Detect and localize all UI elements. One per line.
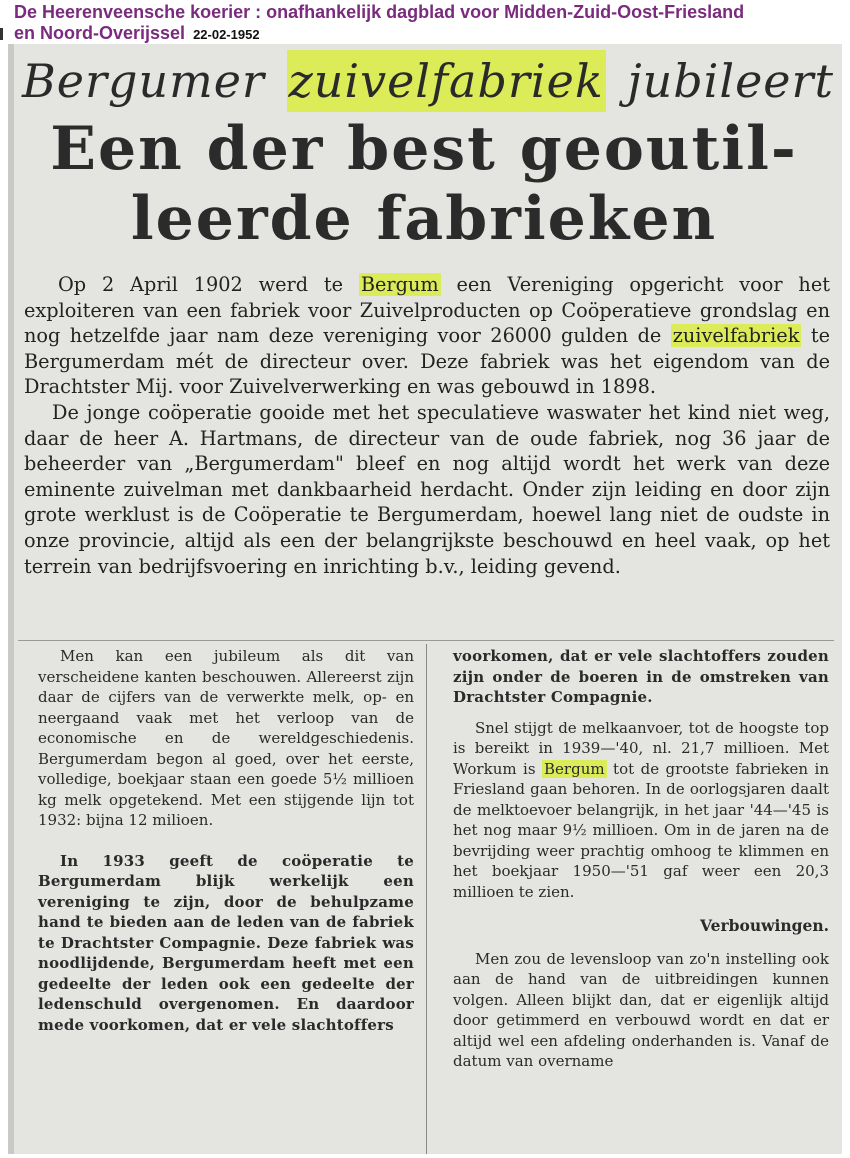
- highlight-zuivelfabriek: zuivelfabriek: [672, 324, 800, 348]
- lead-paragraph-1: [24, 272, 830, 400]
- lead-paragraph-2: De jonge coöperatie gooide met het speculatieve waswater het kind niet weg, daar de heer A. Hartmans, de directeur van de oude fabriek, nog 36 jaar de beheerder van „Bergumerdam" bleef en nog altijd wordt het werk van deze eminente zuivelman met dankbaarheid herdacht. Onder zijn leiding en door zijn grote werklust is de Coöperatie te Bergumerdam, hoewel lang niet de oudste in onze provincie, altijd als een der belangrijkste beschouwd en heel vaak, op het terrein van bedrijfsvoering en inrichting b.v., leiding gevend.: [24, 400, 830, 578]
- subheading-verbouwingen: Verbouwingen.: [700, 916, 829, 935]
- lead-p1-text-a: Op 2 April 1902 werd te: [58, 273, 359, 296]
- headline-line-2: leerde fabrieken: [130, 184, 718, 254]
- left-paragraph-2: In 1933 geeft de coöperatie te Bergumerdam blijk werkelijk een vereniging te zijn, door de behulpzame hand te bieden aan de leden van de fabriek te Drachtster Compagnie. Deze fabriek was noodlijdende, Bergumerdam heeft met een gedeelte der leden ook een gedeelte der ledenschuld overgenomen. En daardoor mede voorkomen, dat er vele slachtoffers: [38, 851, 414, 1034]
- lead-text: [24, 272, 830, 579]
- source-header: [0, 0, 850, 44]
- newspaper-clipping: [8, 44, 842, 1154]
- newspaper-title: De Heerenveensche koerier : onafhankelijk dagblad voor Midden-Zuid-Oost-Friesland: [14, 2, 745, 22]
- left-paragraph-1: Men kan een jubileum als dit van verscheidene kanten beschouwen. Allereerst zijn daar de cijfers van de verwerkte melk, op- en neergaand vaak met het verloop van de economische en de wereldgeschiedenis. Bergumerdam begon al goed, over het eerste, volledige, boekjaar staan een goede 5½ millioen kg melk opgetekend. Met een stijgende lijn tot 1932: bijna 12 milioen.: [38, 647, 414, 829]
- newspaper-title-line2: en Noord-Overijssel: [14, 23, 186, 43]
- edge-mark: [0, 28, 3, 40]
- newspaper-title-continued: [14, 23, 260, 45]
- right-column: [453, 646, 829, 1072]
- right-p2-text-a: Snel stijgt de melkaanvoer, tot de hoogste top is bereikt in 1939—'40, nl. 21,7 millioen. Met Workum is: [453, 718, 829, 778]
- kicker-word-3: jubileert: [627, 54, 834, 108]
- highlight-bergum-2: Bergum: [544, 759, 605, 778]
- column-divider-horizontal: [18, 640, 834, 641]
- right-paragraph-2: [453, 718, 829, 903]
- kicker-highlight: zuivelfabriek: [287, 50, 606, 112]
- left-column: [38, 646, 414, 1035]
- article-kicker: [22, 50, 834, 112]
- lead-p1-text-b: een Vereniging opgericht voor het exploiteren van een fabriek voor Zuivelproducten op Coöperatieve grondslag en nog hetzelfde jaar nam deze vereniging voor 26000 gulden de: [24, 273, 830, 348]
- right-p2-text-b: tot de grootste fabrieken in Friesland gaan behoren. In de oorlogsjaren daalt de melktoevoer belangrijk, in het jaar '44—'45 is het nog maar 9½ millioen. Om in de jaren na de bevrijding weer prachtig omhoog te klimmen en het boekjaar 1950—'51 gaf weer een 20,3 millioen te zien.: [453, 759, 829, 901]
- right-paragraph-3: Men zou de levensloop van zo'n instelling ook aan de hand van de uitbreidingen kunnen volgen. Alleen blijkt dan, dat er eigenlijk altijd door getimmerd en verbouwd wordt en dat er altijd wel een afdeling onderhanden is. Vanaf de datum van overname: [453, 949, 829, 1070]
- right-paragraph-1: voorkomen, dat er vele slachtoffers zouden zijn onder de boeren in de omstreken van Drachtster Compagnie.: [453, 647, 829, 706]
- column-divider-vertical: [426, 644, 427, 1154]
- publication-date: 22-02-1952: [193, 27, 260, 42]
- article-headline: [18, 114, 830, 254]
- headline-line-1: Een der best geoutil-: [50, 114, 798, 184]
- lead-p1-text-c: te Bergumerdam mét de directeur over. Deze fabriek was het eigendom van de Drachtster Mij. voor Zuivelverwerking en was gebouwd in 1898.: [24, 324, 830, 399]
- highlight-bergum: Bergum: [360, 273, 439, 296]
- kicker-word-1: Bergumer: [22, 54, 265, 108]
